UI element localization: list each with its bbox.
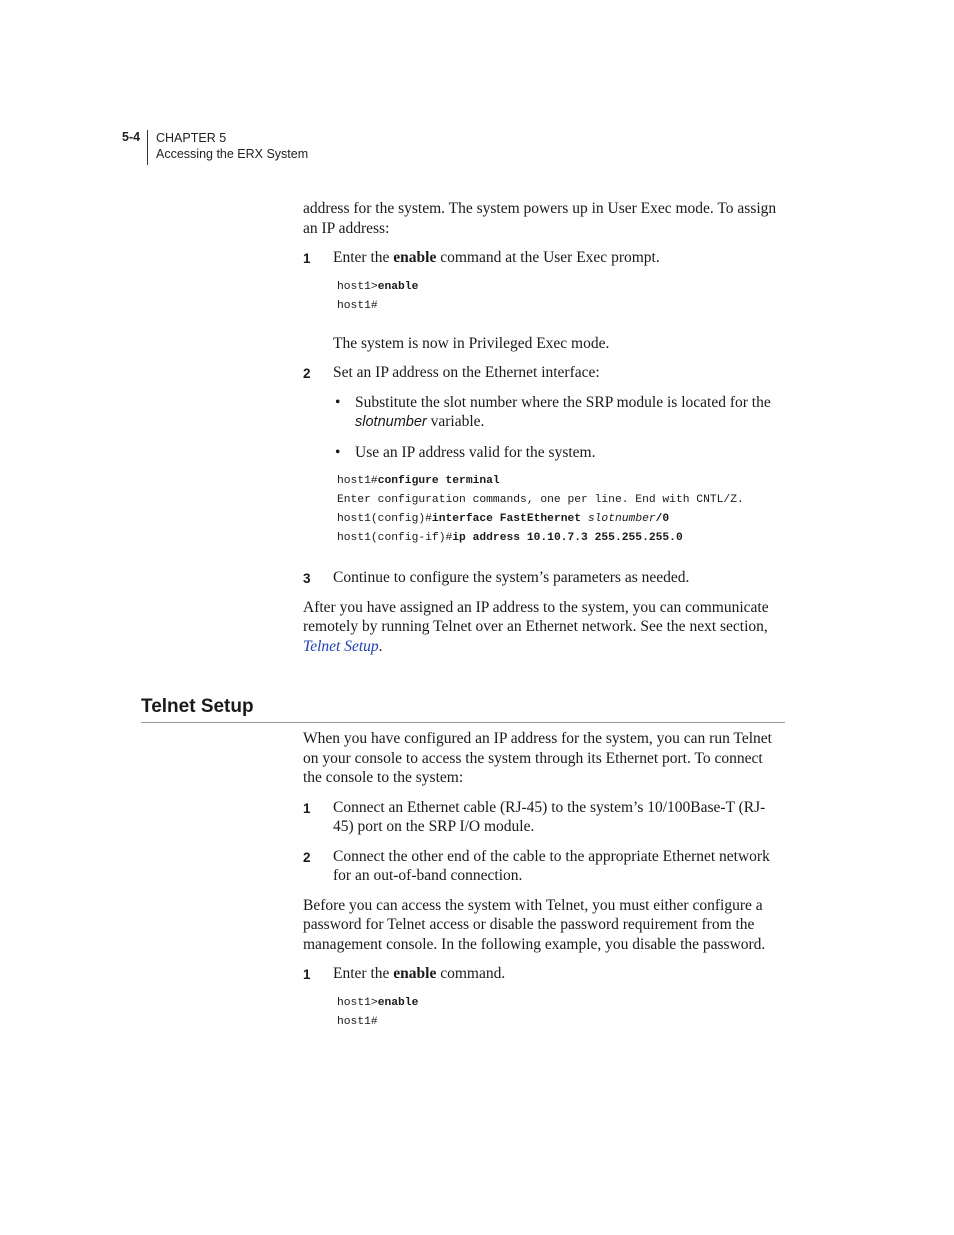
body-top [303,199,785,666]
code-prompt: host1(config-if)# [337,532,453,544]
telnet-step-enable [303,964,785,984]
code-output: Enter configuration commands, one per line. End with CNTL/Z. [337,494,744,506]
running-header [122,130,382,165]
telnet-step-2 [303,847,785,886]
code-variable: slotnumber [587,513,656,525]
step-2 [303,363,785,383]
step-text: Continue to configure the system’s parameters as needed. [333,569,690,586]
chapter-title: Accessing the ERX System [156,147,309,161]
bullet-text: variable. [426,413,485,430]
code-prompt: host1(config)# [337,513,432,525]
section-heading: Telnet Setup [141,696,785,723]
code-command: ip address 10.10.7.3 255.255.255.0 [452,532,683,544]
page-number: 5-4 [122,130,141,144]
step-text: Enter the [333,249,394,266]
paragraph-text: . [378,637,383,655]
step-number: 2 [303,849,311,865]
step-number: 1 [303,800,311,816]
step-text: command. [436,965,506,982]
step-text: Enter the [333,965,394,982]
bullet-text: Use an IP address valid for the system. [355,443,596,461]
step-number: 3 [303,571,311,586]
command-enable: enable [393,965,437,982]
code-command: enable [377,996,419,1009]
password-paragraph: Before you can access the system with Telnet, you must either configure a password for Telnet access or disable the password requirement from the management console. In the following example, you disable the password. [303,896,766,953]
code-block-1 [303,278,785,316]
step-text: Set an IP address on the Ethernet interface: [333,364,600,381]
code-command: configure terminal [377,475,500,487]
step-text: Connect the other end of the cable to the appropriate Ethernet network for an out-of-band connection. [333,847,770,884]
step-number: 1 [303,967,311,982]
intro-paragraph: address for the system. The system powers up in User Exec mode. To assign an IP address: [303,200,777,237]
step-3 [303,568,785,588]
chapter-label [156,130,308,162]
command-enable: enable [393,249,437,266]
bullet-icon: • [335,443,341,461]
variable-slotnumber: slotnumber [355,414,427,430]
code-command: interface FastEthernet [431,513,588,525]
after-paragraph [303,598,785,657]
bullet-item [303,393,785,433]
code-prompt: host1> [337,996,378,1009]
code-prompt: host1# [337,475,378,487]
paragraph-text: After you have assigned an IP address to the system, you can communicate remotely by running Telnet over an Ethernet network. See the next section, [303,598,769,635]
code-block-2 [303,472,785,548]
bullet-icon: • [335,393,341,411]
code-prompt: host1> [337,280,378,293]
bullet-item [303,443,785,463]
step-text: command at the User Exec prompt. [436,249,660,266]
code-command: /0 [655,513,670,525]
code-prompt: host1# [337,299,378,312]
step-1 [303,248,785,268]
body-telnet [303,729,785,1040]
bullet-text: Substitute the slot number where the SRP module is located for the [355,393,771,411]
telnet-setup-link[interactable]: Telnet Setup [303,637,379,655]
step-text: Connect an Ethernet cable (RJ-45) to the system’s 10/100Base-T (RJ-45) port on the SRP I/O module. [333,798,766,835]
telnet-step-1 [303,798,785,837]
chapter-number: CHAPTER 5 [156,131,227,145]
header-divider [147,130,148,165]
code-command: enable [377,280,419,293]
telnet-intro: When you have configured an IP address for the system, you can run Telnet on your console to access the system through its Ethernet port. To connect the console to the system: [303,730,772,786]
step-number: 1 [303,251,311,266]
code-prompt: host1# [337,1015,378,1028]
step-number: 2 [303,366,311,381]
code-block-3 [303,994,785,1032]
mode-note: The system is now in Privileged Exec mode. [333,334,610,352]
